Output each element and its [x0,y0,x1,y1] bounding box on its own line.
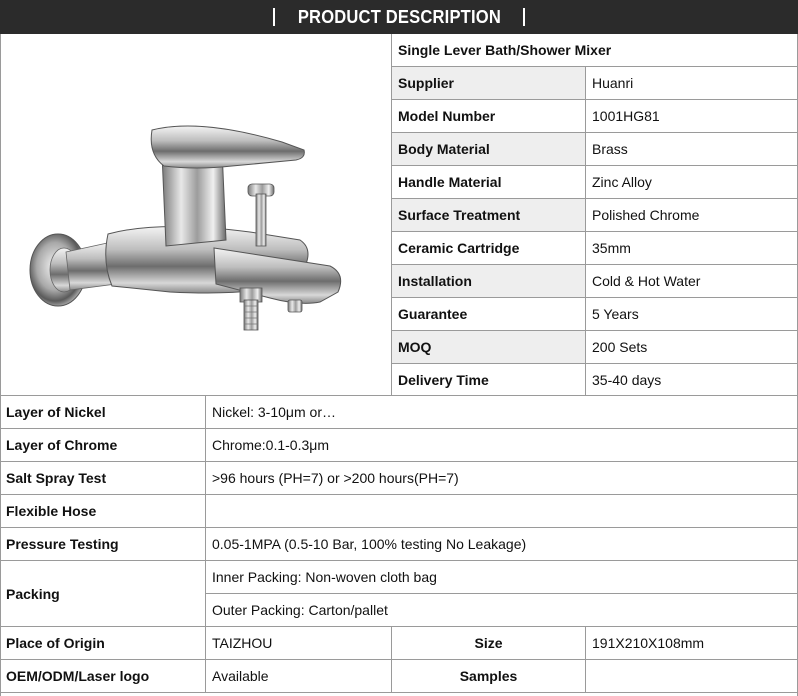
place-of-origin-label: Place of Origin [0,627,206,660]
spec-label: Handle Material [392,166,586,199]
spec-value: Huanri [586,67,798,100]
spec-label: Guarantee [392,298,586,331]
spec-label: Surface Treatment [392,199,586,232]
size-value: 191X210X108mm [586,627,798,660]
outer-packing-value: Outer Packing: Carton/pallet [206,594,798,627]
spec-value: Nickel: 3-10μm or… [206,396,798,429]
samples-value [586,660,798,693]
spec-value: Polished Chrome [586,199,798,232]
spec-label: Ceramic Cartridge [392,232,586,265]
spec-label: Delivery Time [392,364,586,396]
spec-table [0,34,798,696]
packing-label: Packing [0,561,206,627]
spec-value: 0.05-1MPA (0.5-10 Bar, 100% testing No Leakage) [206,528,798,561]
spec-value: 35-40 days [586,364,798,396]
place-of-origin-value: TAIZHOU [206,627,392,660]
spec-label: Pressure Testing [0,528,206,561]
oem-label: OEM/ODM/Laser logo [0,660,206,693]
spec-label: MOQ [392,331,586,364]
spec-label: Flexible Hose [0,495,206,528]
spec-label: Salt Spray Test [0,462,206,495]
spec-value: 5 Years [586,298,798,331]
spec-value: 1001HG81 [586,100,798,133]
banner-title: PRODUCT DESCRIPTION [297,6,501,27]
faucet-mixer-image [0,34,392,396]
samples-label: Samples [392,660,586,693]
spec-value: Chrome:0.1-0.3μm [206,429,798,462]
spec-value: 200 Sets [586,331,798,364]
inner-packing-value: Inner Packing: Non-woven cloth bag [206,561,798,594]
banner-divider-left [273,8,275,26]
spec-value: >96 hours (PH=7) or >200 hours(PH=7) [206,462,798,495]
product-name: Single Lever Bath/Shower Mixer [392,34,798,67]
spec-value: 35mm [586,232,798,265]
spec-value [206,495,798,528]
product-image-cell [0,34,392,396]
spec-label: Installation [392,265,586,298]
size-label: Size [392,627,586,660]
spec-value: Cold & Hot Water [586,265,798,298]
spec-value: Brass [586,133,798,166]
spec-label: Model Number [392,100,586,133]
banner-divider-right [523,8,525,26]
section-banner [0,0,798,34]
spec-label: Layer of Chrome [0,429,206,462]
spec-label: Body Material [392,133,586,166]
spec-label: Layer of Nickel [0,396,206,429]
spec-label: Supplier [392,67,586,100]
spec-value: Zinc Alloy [586,166,798,199]
oem-value: Available [206,660,392,693]
